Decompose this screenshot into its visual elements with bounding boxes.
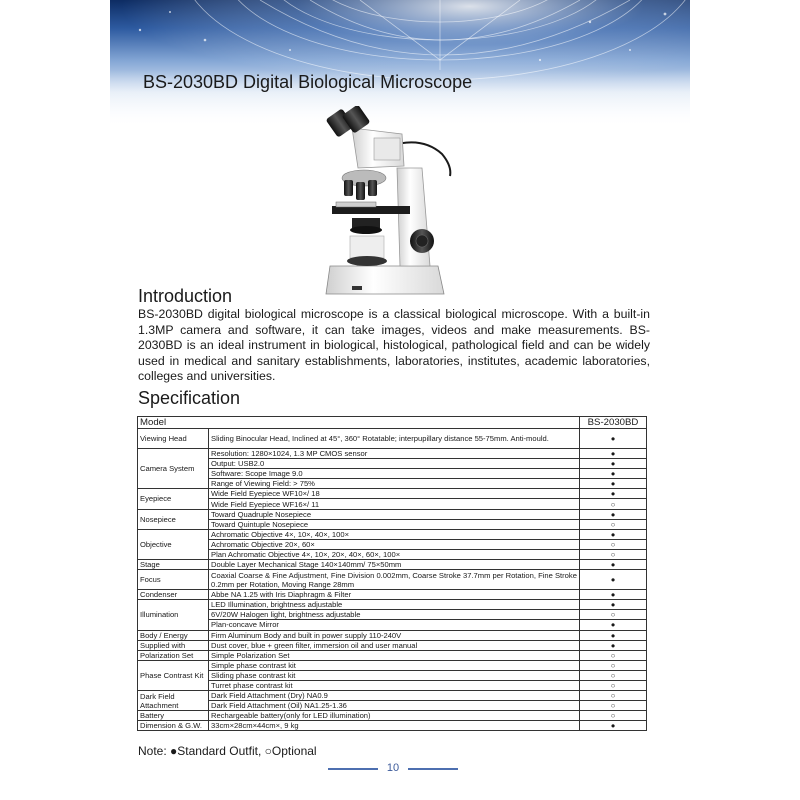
table-row: [138, 570, 647, 590]
description-cell: Coaxial Coarse & Fine Adjustment, Fine Division 0.002mm, Coarse Stroke 37.7mm per Rotation, Fine Stroke 0.2mm per Rotation, Moving Range 28mm: [209, 570, 580, 590]
description-cell: Plan Achromatic Objective 4×, 10×, 20×, 40×, 60×, 100×: [209, 549, 580, 559]
table-row: [138, 680, 647, 690]
description-cell: Simple phase contrast kit: [209, 660, 580, 670]
availability-mark-cell: ●: [580, 459, 647, 469]
introduction-heading: Introduction: [138, 286, 233, 306]
availability-mark-cell: ○: [580, 701, 647, 711]
table-row: [138, 620, 647, 630]
microscope-image: [312, 106, 452, 302]
table-row: [138, 650, 647, 660]
table-row: [138, 670, 647, 680]
availability-mark-cell: ○: [580, 650, 647, 660]
availability-mark-cell: ○: [580, 691, 647, 701]
table-row: [138, 560, 647, 570]
document-title: BS-2030BD Digital Biological Microscope: [143, 72, 473, 92]
table-row: [138, 590, 647, 600]
table-header-row: [138, 417, 647, 429]
availability-mark-cell: ●: [580, 721, 647, 731]
table-row: [138, 479, 647, 489]
footer-line-left: [328, 768, 378, 770]
category-cell: Stage: [138, 560, 209, 570]
table-row: [138, 509, 647, 519]
availability-mark-cell: ○: [580, 499, 647, 509]
specification-heading: Specification: [138, 388, 241, 408]
category-cell: Body / Energy: [138, 630, 209, 640]
page: [110, 0, 690, 800]
description-cell: Double Layer Mechanical Stage 140×140mm/ 75×50mm: [209, 560, 580, 570]
table-row: [138, 630, 647, 640]
description-cell: Achromatic Objective 4×, 10×, 40×, 100×: [209, 529, 580, 539]
availability-mark-cell: ●: [580, 449, 647, 459]
table-row: [138, 691, 647, 701]
availability-mark-cell: ○: [580, 519, 647, 529]
description-cell: Sliding Binocular Head, Inclined at 45°, 360° Rotatable; interpupillary distance 55-75mm. Anti-mould.: [209, 429, 580, 449]
description-cell: Wide Field Eyepiece WF10×/ 18: [209, 489, 580, 499]
description-cell: Output: USB2.0: [209, 459, 580, 469]
category-cell: Objective: [138, 529, 209, 559]
availability-mark-cell: ●: [580, 590, 647, 600]
availability-mark-cell: ●: [580, 469, 647, 479]
availability-mark-cell: ●: [580, 570, 647, 590]
table-row: [138, 660, 647, 670]
table-row: [138, 600, 647, 610]
description-cell: Achromatic Objective 20×, 60×: [209, 539, 580, 549]
introduction-paragraph: BS-2030BD digital biological microscope is a classical biological microscope. With a built-in 1.3MP camera and software, it can take images, videos and make measurements. BS-2030BD is an ideal instrument in biological, histological, pathological field and can be widely used in medical and sanitary establishments, laboratories, institutes, academic laboratories, colleges and universities.: [138, 307, 650, 384]
description-cell: Dark Field Attachment (Dry) NA0.9: [209, 691, 580, 701]
description-cell: 33cm×28cm×44cm×, 9 kg: [209, 721, 580, 731]
availability-mark-cell: ○: [580, 680, 647, 690]
description-cell: Plan-concave Mirror: [209, 620, 580, 630]
category-cell: Nosepiece: [138, 509, 209, 529]
category-cell: Battery: [138, 711, 209, 721]
availability-mark-cell: ●: [580, 529, 647, 539]
header-code-cell: BS-2030BD: [580, 417, 647, 429]
description-cell: Abbe NA 1.25 with Iris Diaphragm & Filter: [209, 590, 580, 600]
table-row: [138, 489, 647, 499]
footer-line-right: [408, 768, 458, 770]
availability-mark-cell: ○: [580, 711, 647, 721]
availability-mark-cell: ●: [580, 640, 647, 650]
category-cell: Eyepiece: [138, 489, 209, 509]
category-cell: Camera System: [138, 449, 209, 489]
availability-mark-cell: ●: [580, 479, 647, 489]
availability-mark-cell: ●: [580, 509, 647, 519]
table-row: [138, 721, 647, 731]
description-cell: LED Illumination, brightness adjustable: [209, 600, 580, 610]
category-cell: Dimension & G.W.: [138, 721, 209, 731]
availability-mark-cell: ○: [580, 549, 647, 559]
description-cell: Toward Quadruple Nosepiece: [209, 509, 580, 519]
category-cell: Condenser: [138, 590, 209, 600]
category-cell: Focus: [138, 570, 209, 590]
category-cell: Illumination: [138, 600, 209, 630]
availability-mark-cell: ●: [580, 489, 647, 499]
availability-mark-cell: ●: [580, 630, 647, 640]
description-cell: Dark Field Attachment (Oil) NA1.25-1.36: [209, 701, 580, 711]
table-row: [138, 469, 647, 479]
table-row: [138, 549, 647, 559]
description-cell: Rechargeable battery(only for LED illumination): [209, 711, 580, 721]
availability-mark-cell: ○: [580, 539, 647, 549]
availability-mark-cell: ●: [580, 620, 647, 630]
description-cell: Firm Aluminum Body and built in power supply 110-240V: [209, 630, 580, 640]
table-row: [138, 539, 647, 549]
legend-note: Note: ●Standard Outfit, ○Optional: [138, 744, 317, 758]
specification-table: [137, 416, 647, 731]
table-row: [138, 711, 647, 721]
table-row: [138, 519, 647, 529]
category-cell: Phase Contrast Kit: [138, 660, 209, 690]
table-row: [138, 449, 647, 459]
description-cell: Dust cover, blue + green filter, immersion oil and user manual: [209, 640, 580, 650]
page-number: 10: [386, 762, 400, 774]
header-model-cell: Model: [138, 417, 580, 429]
category-cell: Supplied with: [138, 640, 209, 650]
table-row: [138, 640, 647, 650]
table-row: [138, 429, 647, 449]
availability-mark-cell: ○: [580, 660, 647, 670]
specification-table-body: [138, 417, 647, 731]
availability-mark-cell: ●: [580, 600, 647, 610]
category-cell: Dark Field Attachment: [138, 691, 209, 711]
description-cell: Toward Quintuple Nosepiece: [209, 519, 580, 529]
table-row: [138, 529, 647, 539]
description-cell: Turret phase contrast kit: [209, 680, 580, 690]
availability-mark-cell: ○: [580, 670, 647, 680]
table-row: [138, 701, 647, 711]
description-cell: Simple Polarization Set: [209, 650, 580, 660]
description-cell: Range of Viewing Field: > 75%: [209, 479, 580, 489]
description-cell: 6V/20W Halogen light, brightness adjustable: [209, 610, 580, 620]
description-cell: Sliding phase contrast kit: [209, 670, 580, 680]
table-row: [138, 499, 647, 509]
availability-mark-cell: ○: [580, 610, 647, 620]
availability-mark-cell: ●: [580, 560, 647, 570]
description-cell: Software: Scope Image 9.0: [209, 469, 580, 479]
category-cell: Viewing Head: [138, 429, 209, 449]
description-cell: Resolution: 1280×1024, 1.3 MP CMOS sensor: [209, 449, 580, 459]
category-cell: Polarization Set: [138, 650, 209, 660]
description-cell: Wide Field Eyepiece WF16×/ 11: [209, 499, 580, 509]
availability-mark-cell: ●: [580, 429, 647, 449]
table-row: [138, 610, 647, 620]
table-row: [138, 459, 647, 469]
